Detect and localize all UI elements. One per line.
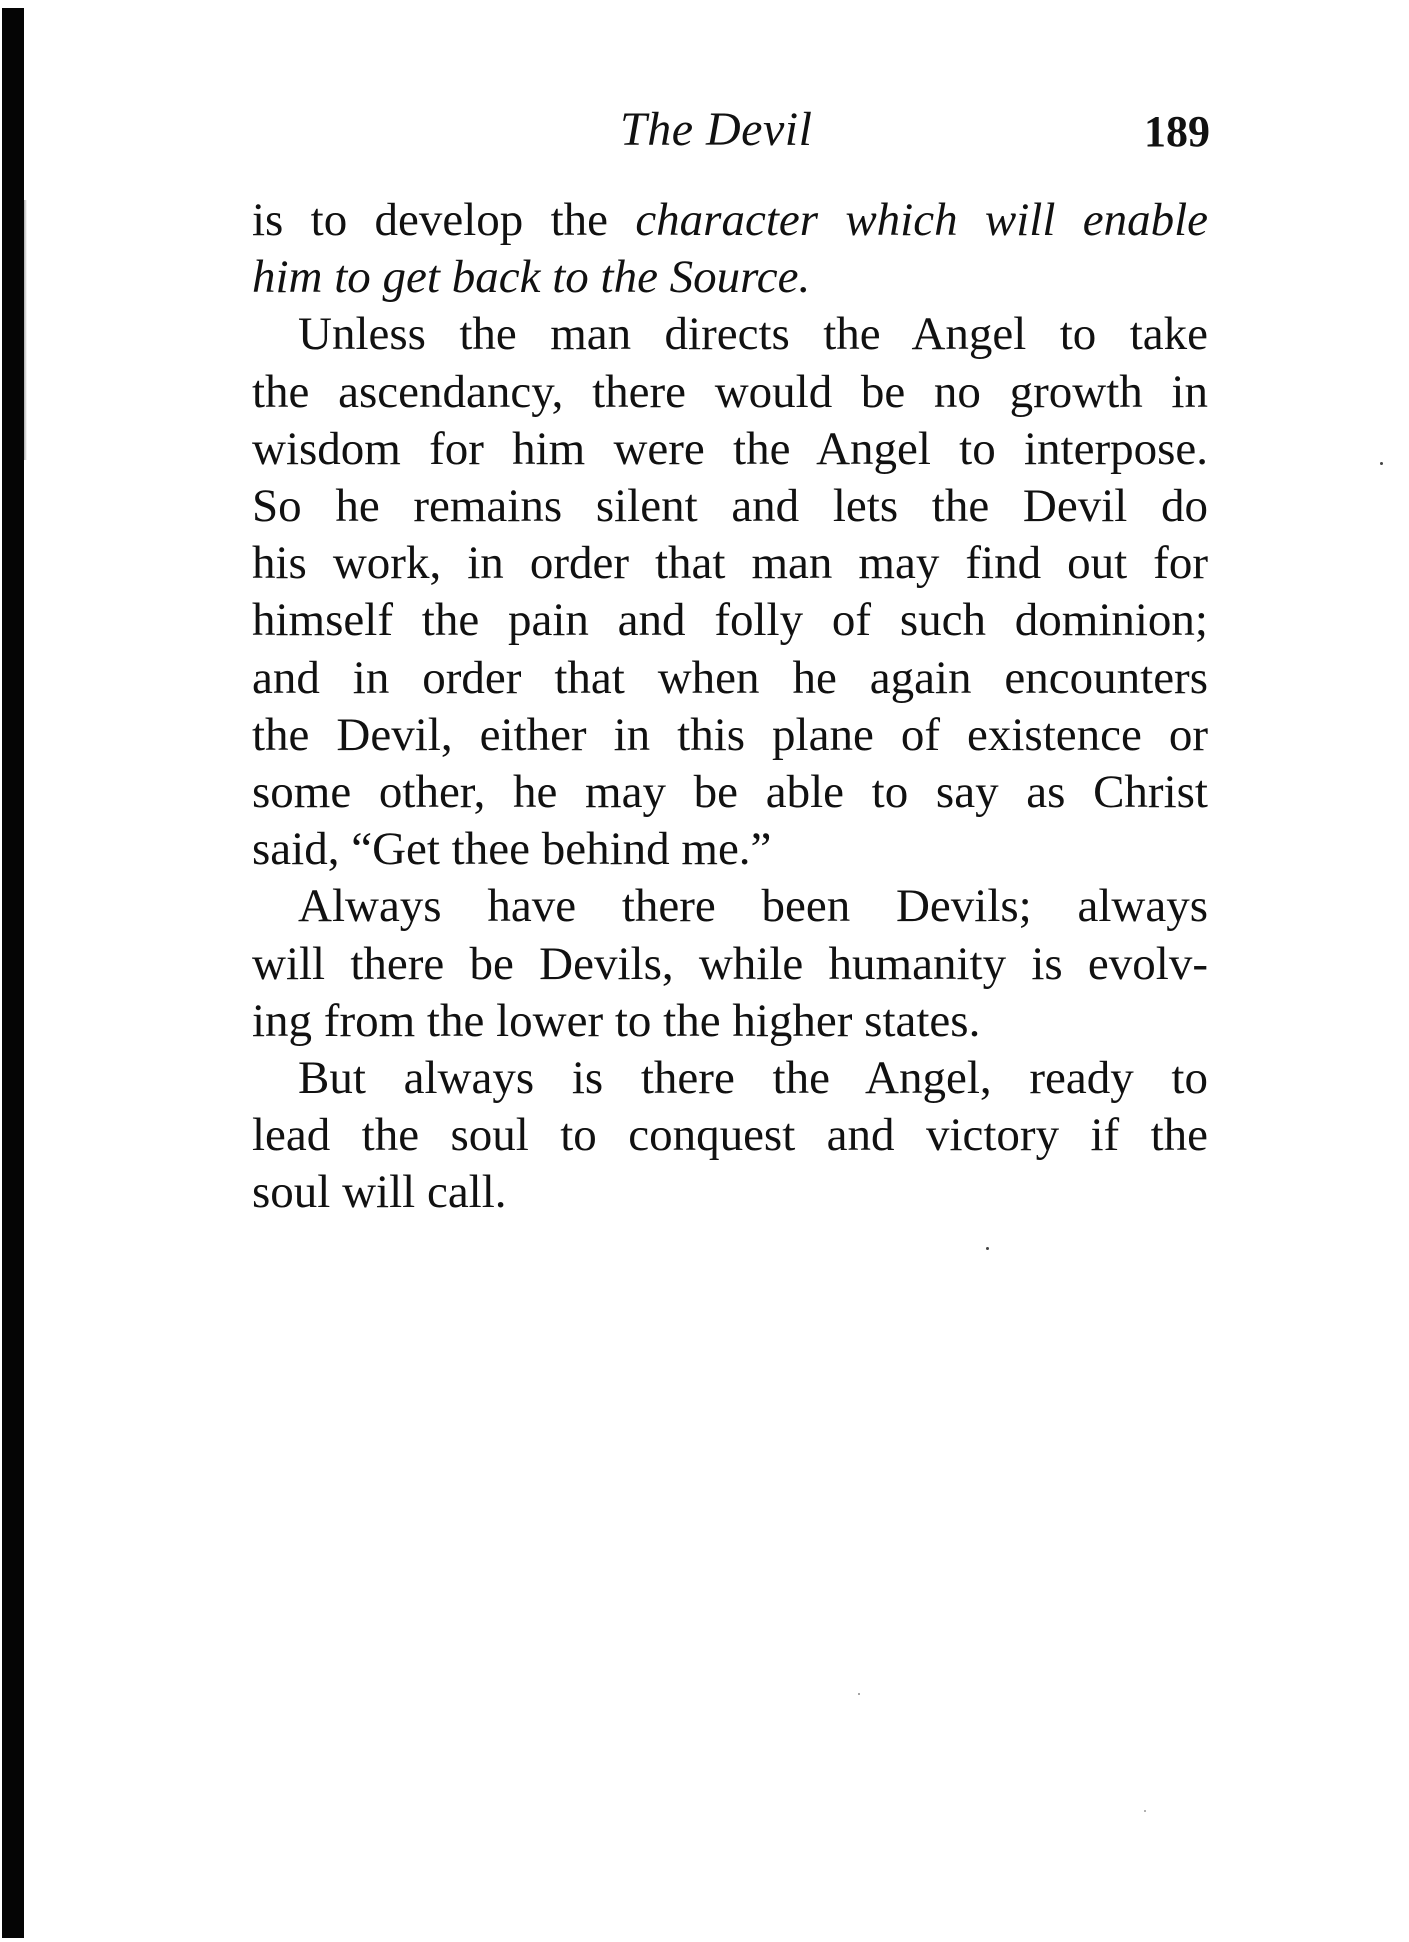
running-title: The Devil [620, 103, 813, 156]
text-line: ing from the lower to the higher states. [252, 994, 981, 1047]
page-number: 189 [1144, 107, 1210, 156]
text-line: wisdom for him were the Angel to interpose. [252, 422, 1208, 475]
text-line: himself the pain and folly of such dominion; [252, 594, 1208, 647]
paragraph-start-line: Unless the man directs the Angel to take [298, 308, 1208, 361]
text-line: some other, he may be able to say as Christ [252, 766, 1208, 819]
binding-shadow [2, 8, 24, 1938]
paragraph-start-line: Always have there been Devils; always [298, 880, 1208, 933]
text-line: and in order that when he again encounters [252, 651, 1208, 704]
scan-speck [986, 1247, 989, 1250]
paragraph-start-line: But always is there the Angel, ready to [298, 1052, 1208, 1105]
text-line: soul will call. [252, 1166, 507, 1219]
binding-edge [24, 200, 27, 460]
scan-speck [1144, 1810, 1146, 1812]
text-line: him to get back to the Source. [252, 251, 811, 304]
running-header [252, 102, 1218, 162]
scan-speck [1380, 462, 1383, 465]
scan-speck [858, 1693, 860, 1695]
body-text [252, 192, 1208, 1222]
text-line: the Devil, either in this plane of existence or [252, 708, 1208, 761]
text-line: his work, in order that man may find out for [252, 537, 1208, 590]
text-line: said, “Get thee behind me.” [252, 823, 772, 876]
text-line: the ascendancy, there would be no growth in [252, 365, 1208, 418]
text-line: is to develop the character which will enable [252, 194, 1209, 246]
text-line: lead the soul to conquest and victory if the [252, 1109, 1208, 1162]
text-line: So he remains silent and lets the Devil do [252, 480, 1208, 533]
text-line: will there be Devils, while humanity is evolv- [252, 937, 1208, 990]
